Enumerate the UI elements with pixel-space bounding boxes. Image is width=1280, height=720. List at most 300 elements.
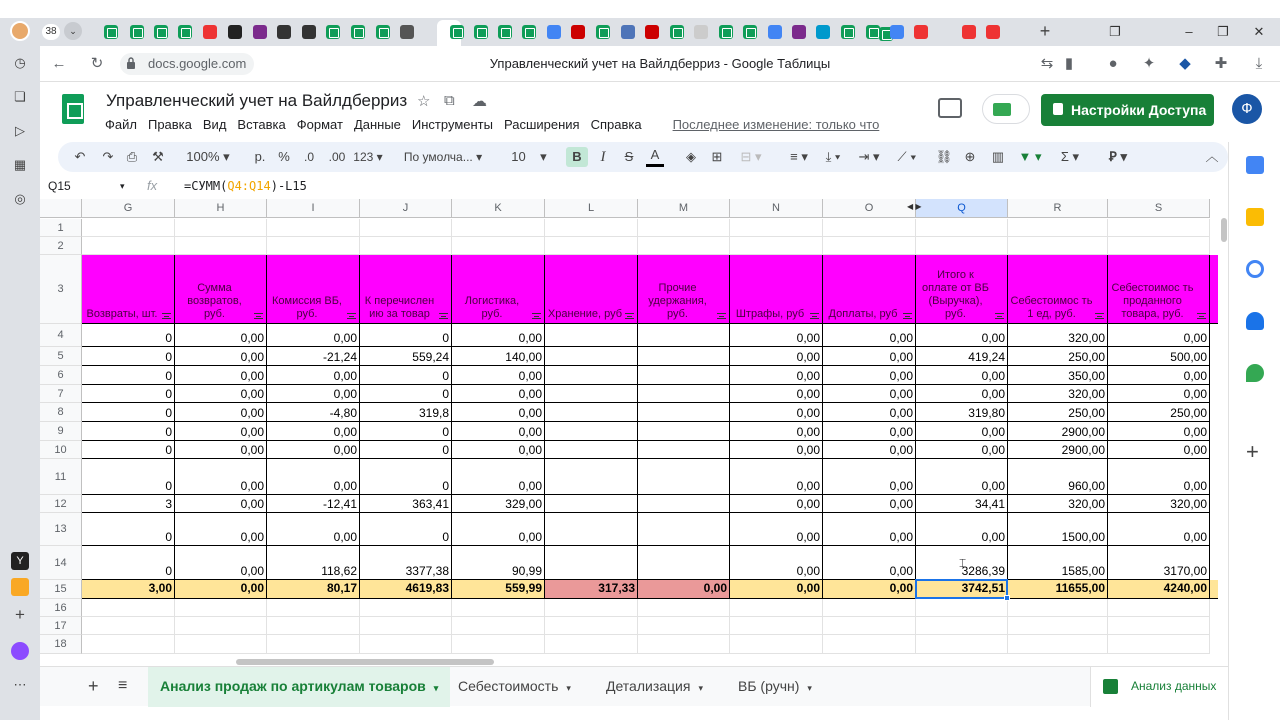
table-cell[interactable]: 0,00	[916, 513, 1008, 546]
table-cell[interactable]: 0,00	[175, 546, 267, 580]
menu-item[interactable]: Инструменты	[411, 117, 493, 132]
sheet-tab[interactable]	[446, 667, 583, 707]
table-cell[interactable]: 0,00	[823, 385, 916, 403]
table-cell[interactable]: 0,00	[916, 422, 1008, 441]
tab-favicon-icon[interactable]	[351, 25, 365, 39]
tab-favicon-icon[interactable]	[522, 25, 536, 39]
total-cell[interactable]: 4619,83	[360, 580, 452, 599]
column-header[interactable]: S	[1108, 199, 1210, 218]
menu-item[interactable]: Формат	[296, 117, 343, 132]
table-cell[interactable]: 419,24	[916, 347, 1008, 366]
row-header[interactable]: 2	[40, 237, 82, 255]
table-cell[interactable]: 0,00	[730, 324, 823, 347]
total-cell[interactable]: 0,00	[730, 580, 823, 599]
tab-favicon-icon[interactable]	[400, 25, 414, 39]
row-header[interactable]: 8	[40, 403, 82, 422]
table-cell[interactable]: 320,00	[1108, 495, 1210, 513]
star-icon[interactable]: ☆	[417, 93, 431, 110]
table-cell[interactable]: 0,00	[267, 422, 360, 441]
table-cell[interactable]: 0,00	[175, 385, 267, 403]
table-cell[interactable]	[638, 422, 730, 441]
grid-cell[interactable]	[638, 635, 730, 654]
restore-icon[interactable]: ❐	[1217, 24, 1229, 39]
table-cell[interactable]: 3	[82, 495, 175, 513]
column-title-cell[interactable]	[82, 255, 175, 324]
table-cell[interactable]: 363,41	[360, 495, 452, 513]
share-button[interactable]	[1041, 94, 1214, 126]
table-cell[interactable]: 0,00	[823, 422, 916, 441]
fill-handle[interactable]	[1004, 595, 1010, 601]
table-cell[interactable]: 0,00	[267, 324, 360, 347]
tab-favicon-icon[interactable]	[450, 25, 464, 39]
table-cell[interactable]: 559,24	[360, 347, 452, 366]
table-cell[interactable]: 960,00	[1008, 459, 1108, 495]
table-cell[interactable]	[638, 366, 730, 385]
menu-item[interactable]: Расширения	[503, 117, 580, 132]
filter-icon[interactable]	[439, 313, 448, 319]
download-icon[interactable]: ⤓	[1255, 55, 1263, 72]
grid-cell[interactable]	[823, 599, 916, 617]
grid-cell[interactable]	[267, 635, 360, 654]
extension-avatar-icon[interactable]: ●	[1108, 55, 1118, 72]
font-select[interactable]: По умолча... ▾	[403, 150, 483, 164]
grid-cell[interactable]	[1108, 237, 1210, 255]
table-cell[interactable]: 0	[82, 403, 175, 422]
grid-cell[interactable]	[545, 237, 638, 255]
profile-avatar[interactable]	[10, 21, 30, 41]
total-cell[interactable]: 3,00	[82, 580, 175, 599]
vertical-scrollbar[interactable]	[1221, 218, 1227, 242]
grid-cell[interactable]	[730, 617, 823, 635]
grid-cell[interactable]	[452, 237, 545, 255]
filter-icon[interactable]	[1197, 313, 1206, 319]
table-cell[interactable]: 0,00	[175, 403, 267, 422]
column-header[interactable]: L	[545, 199, 638, 218]
table-cell[interactable]	[638, 324, 730, 347]
grid-cell[interactable]	[916, 599, 1008, 617]
table-cell[interactable]: 0	[360, 385, 452, 403]
grid-cell[interactable]	[545, 635, 638, 654]
currency-button[interactable]: р.	[254, 149, 266, 164]
filter-icon[interactable]: ▼ ▾	[1018, 149, 1042, 164]
table-cell[interactable]: 0	[360, 422, 452, 441]
grid-cell[interactable]	[1008, 599, 1108, 617]
table-cell[interactable]: 0,00	[1108, 422, 1210, 441]
total-cell[interactable]: 0,00	[638, 580, 730, 599]
play-icon[interactable]: ▷	[15, 123, 25, 138]
account-avatar[interactable]: Ф	[1232, 94, 1262, 124]
table-cell[interactable]	[545, 441, 638, 459]
table-cell[interactable]: 250,00	[1008, 403, 1108, 422]
tab-favicon-icon[interactable]	[547, 25, 561, 39]
table-cell[interactable]: 0	[82, 546, 175, 580]
row-header[interactable]: 11	[40, 459, 82, 495]
tab-favicon-icon[interactable]	[694, 25, 708, 39]
paint-format-icon[interactable]: ⚒	[152, 149, 164, 164]
percent-button[interactable]: %	[278, 149, 290, 164]
column-title-cell[interactable]	[823, 255, 916, 324]
hidden-column-arrows-icon[interactable]: ◀ ▶	[907, 202, 922, 211]
sheet-tab[interactable]	[594, 667, 715, 707]
last-edit-link[interactable]: Последнее изменение: только что	[672, 117, 880, 132]
grid-cell[interactable]	[545, 599, 638, 617]
grid-cell[interactable]	[360, 599, 452, 617]
total-cell[interactable]: 0,00	[175, 580, 267, 599]
column-title-cell[interactable]	[1008, 255, 1108, 324]
column-title-cell[interactable]	[267, 255, 360, 324]
table-cell[interactable]: 0,00	[452, 441, 545, 459]
tab-favicon-icon[interactable]	[986, 25, 1000, 39]
calendar-app-icon[interactable]	[1246, 156, 1264, 174]
row-header[interactable]: 4	[40, 324, 82, 347]
row-header[interactable]: 13	[40, 513, 82, 546]
font-size-select[interactable]: 10 ▾	[511, 149, 547, 164]
total-cell[interactable]: 4240,00	[1108, 580, 1210, 599]
close-window-icon[interactable]: ✕	[1253, 24, 1265, 39]
grid-cell[interactable]	[452, 617, 545, 635]
sheet-tab-menu-icon[interactable]: ▾	[807, 683, 812, 693]
total-cell[interactable]: 80,17	[267, 580, 360, 599]
text-color-button[interactable]: A	[646, 147, 664, 167]
text-rotation-icon[interactable]: ⟋ ▾	[897, 149, 917, 164]
formula-input[interactable]	[184, 176, 307, 196]
sheet-tab-menu-icon[interactable]: ▾	[698, 683, 703, 693]
tab-favicon-icon[interactable]	[841, 25, 855, 39]
minimize-icon[interactable]: –	[1185, 24, 1193, 39]
print-icon[interactable]: ⎙	[126, 149, 138, 164]
grid-cell[interactable]	[360, 219, 452, 237]
table-cell[interactable]: 0	[82, 366, 175, 385]
total-cell[interactable]: 0,00	[823, 580, 916, 599]
menu-item[interactable]: Справка	[590, 117, 642, 132]
total-cell[interactable]: 559,99	[452, 580, 545, 599]
table-cell[interactable]: 0,00	[823, 495, 916, 513]
yandex-icon[interactable]: Y	[11, 552, 29, 570]
row-header[interactable]: 3	[40, 255, 82, 324]
table-cell[interactable]: 0,00	[175, 366, 267, 385]
new-tab-button[interactable]: +	[1039, 21, 1051, 41]
table-cell[interactable]: 0,00	[823, 347, 916, 366]
column-title-cell[interactable]	[452, 255, 545, 324]
grid-cell[interactable]	[1008, 617, 1108, 635]
bookmark-icon[interactable]: ▮	[1064, 55, 1074, 72]
filter-icon[interactable]	[903, 313, 912, 319]
table-cell[interactable]: 0,00	[730, 459, 823, 495]
table-cell[interactable]: 350,00	[1008, 366, 1108, 385]
table-cell[interactable]: 0,00	[175, 324, 267, 347]
row-header[interactable]: 7	[40, 385, 82, 403]
column-title-cell[interactable]	[1210, 255, 1218, 324]
meet-button[interactable]	[982, 94, 1030, 124]
grid-cell[interactable]	[267, 617, 360, 635]
grid-cell[interactable]	[730, 635, 823, 654]
table-cell[interactable]	[545, 324, 638, 347]
table-cell[interactable]: 0	[360, 324, 452, 347]
total-cell[interactable]: 317,33	[545, 580, 638, 599]
decrease-decimal-button[interactable]: .0	[303, 150, 314, 164]
menu-item[interactable]: Данные	[353, 117, 401, 132]
add-sheet-button[interactable]: +	[88, 676, 99, 696]
table-cell[interactable]: 0,00	[823, 546, 916, 580]
column-header[interactable]: G	[82, 199, 175, 218]
grid-cell[interactable]	[638, 219, 730, 237]
tab-favicon-icon[interactable]	[130, 25, 144, 39]
functions-icon[interactable]: Σ ▾	[1060, 149, 1080, 164]
column-title-cell[interactable]	[360, 255, 452, 324]
table-cell[interactable]: 0	[360, 366, 452, 385]
grid-cell[interactable]	[823, 635, 916, 654]
table-cell[interactable]: 320,00	[1008, 324, 1108, 347]
grid-cell[interactable]	[452, 219, 545, 237]
input-tools-icon[interactable]: Ꝑ ▾	[1109, 149, 1127, 164]
increase-decimal-button[interactable]: .00	[328, 150, 346, 164]
tab-favicon-icon[interactable]	[890, 25, 904, 39]
table-cell[interactable]: 250,00	[1108, 403, 1210, 422]
table-cell[interactable]: 34,41	[916, 495, 1008, 513]
table-cell[interactable]: 319,8	[360, 403, 452, 422]
row-header[interactable]: 6	[40, 366, 82, 385]
table-cell[interactable]: 0	[82, 459, 175, 495]
explore-button[interactable]	[1090, 667, 1228, 707]
table-cell[interactable]: 0,00	[452, 459, 545, 495]
table-cell[interactable]: 0,00	[916, 366, 1008, 385]
grid-cell[interactable]	[1108, 599, 1210, 617]
table-cell[interactable]: 0,00	[175, 459, 267, 495]
table-cell[interactable]	[545, 459, 638, 495]
grid-cell[interactable]	[175, 617, 267, 635]
table-cell[interactable]: 0,00	[452, 422, 545, 441]
extension-icon[interactable]: ✦	[1142, 55, 1156, 72]
table-cell[interactable]: 320,00	[1008, 495, 1108, 513]
table-cell[interactable]: 118,62	[267, 546, 360, 580]
table-cell[interactable]: 0,00	[823, 403, 916, 422]
table-cell[interactable]: 0,00	[730, 385, 823, 403]
extensions-icon[interactable]: ✚	[1214, 55, 1228, 72]
row-header[interactable]: 5	[40, 347, 82, 366]
all-sheets-icon[interactable]: ≡	[118, 677, 128, 694]
table-cell[interactable]	[638, 459, 730, 495]
tab-favicon-icon[interactable]	[326, 25, 340, 39]
tab-favicon-icon[interactable]	[203, 25, 217, 39]
row-header[interactable]: 1	[40, 219, 82, 237]
table-cell[interactable]: 0,00	[823, 513, 916, 546]
table-cell[interactable]: 0,00	[175, 441, 267, 459]
row-header[interactable]: 18	[40, 635, 82, 654]
grid-cell[interactable]	[638, 599, 730, 617]
filter-icon[interactable]	[717, 313, 726, 319]
table-cell[interactable]: 0,00	[823, 366, 916, 385]
grid-cell[interactable]	[82, 599, 175, 617]
table-cell[interactable]: 0	[82, 422, 175, 441]
table-cell[interactable]: 0,00	[267, 459, 360, 495]
table-cell[interactable]: 0,00	[730, 422, 823, 441]
table-cell[interactable]: -21,24	[267, 347, 360, 366]
select-all-corner[interactable]	[40, 199, 82, 218]
tab-favicon-icon[interactable]	[645, 25, 659, 39]
table-cell[interactable]: 0,00	[175, 513, 267, 546]
grid-cell[interactable]	[823, 617, 916, 635]
row-header[interactable]: 10	[40, 441, 82, 459]
table-cell[interactable]: 1500,00	[1008, 513, 1108, 546]
grid-cell[interactable]	[267, 219, 360, 237]
name-box[interactable]	[40, 176, 132, 196]
filter-icon[interactable]	[254, 313, 263, 319]
tab-favicon-icon[interactable]	[768, 25, 782, 39]
row-header[interactable]: 16	[40, 599, 82, 617]
tab-favicon-icon[interactable]	[253, 25, 267, 39]
table-cell[interactable]: 0,00	[730, 513, 823, 546]
zoom-select[interactable]: 100% ▾	[186, 149, 230, 164]
table-cell[interactable]: 0,00	[730, 366, 823, 385]
grid-cell[interactable]	[360, 617, 452, 635]
grid-cell[interactable]	[452, 635, 545, 654]
tab-favicon-icon[interactable]	[743, 25, 757, 39]
table-cell[interactable]: 1585,00	[1008, 546, 1108, 580]
fill-color-icon[interactable]: ◈	[686, 149, 696, 164]
column-title-cell[interactable]	[730, 255, 823, 324]
merge-cells-icon[interactable]: ⊟ ▾	[740, 149, 762, 164]
table-cell[interactable]: 0,00	[823, 324, 916, 347]
column-header[interactable]: K	[452, 199, 545, 218]
filter-icon[interactable]	[625, 313, 634, 319]
grid-cell[interactable]	[267, 599, 360, 617]
table-cell[interactable]	[545, 546, 638, 580]
table-cell[interactable]: 0,00	[175, 347, 267, 366]
table-cell[interactable]: 2900,00	[1008, 441, 1108, 459]
column-header[interactable]: R	[1008, 199, 1108, 218]
notes-app-icon[interactable]	[11, 578, 29, 596]
grid-cell[interactable]	[638, 237, 730, 255]
grid-cell[interactable]	[82, 617, 175, 635]
table-cell[interactable]: 0,00	[1108, 459, 1210, 495]
number-format-select[interactable]: 123 ▾	[353, 150, 383, 164]
tab-favicon-icon[interactable]	[792, 25, 806, 39]
table-cell[interactable]: 0	[82, 347, 175, 366]
tab-favicon-icon[interactable]	[498, 25, 512, 39]
filter-icon[interactable]	[810, 313, 819, 319]
tab-favicon-icon[interactable]	[178, 25, 192, 39]
grid-cell[interactable]	[545, 617, 638, 635]
table-cell[interactable]: 329,00	[452, 495, 545, 513]
column-header[interactable]: J	[360, 199, 452, 218]
sheet-tab[interactable]	[148, 667, 450, 707]
table-cell[interactable]: 90,99	[452, 546, 545, 580]
grid-cell[interactable]	[82, 219, 175, 237]
url-text[interactable]: docs.google.com	[148, 56, 247, 71]
more-icon[interactable]: ⋯	[13, 677, 27, 692]
row-header[interactable]: 12	[40, 495, 82, 513]
table-cell[interactable]: 0,00	[730, 546, 823, 580]
grid-cell[interactable]	[82, 635, 175, 654]
grid-cell[interactable]	[360, 237, 452, 255]
tab-favicon-icon[interactable]	[670, 25, 684, 39]
table-cell[interactable]	[638, 546, 730, 580]
grid-cell[interactable]	[545, 219, 638, 237]
table-cell[interactable]: 0,00	[730, 441, 823, 459]
reading-list-icon[interactable]: ❐	[1109, 24, 1121, 39]
back-icon[interactable]: ←	[51, 55, 67, 72]
tab-favicon-icon[interactable]	[719, 25, 733, 39]
table-cell[interactable]: 2900,00	[1008, 422, 1108, 441]
tab-favicon-icon[interactable]	[154, 25, 168, 39]
horizontal-scrollbar[interactable]	[236, 659, 494, 665]
keep-app-icon[interactable]	[1246, 208, 1264, 226]
table-cell[interactable]: 320,00	[1008, 385, 1108, 403]
tab-favicon-icon[interactable]	[104, 25, 118, 39]
total-cell[interactable]: 11655,00	[1008, 580, 1108, 599]
reload-icon[interactable]: ↻	[90, 55, 104, 72]
text-wrap-icon[interactable]: ⇥ ▾	[858, 149, 880, 164]
grid-cell[interactable]	[175, 237, 267, 255]
table-cell[interactable]: 0,00	[452, 385, 545, 403]
column-header[interactable]: Q	[916, 199, 1008, 218]
table-cell[interactable]: 0,00	[452, 403, 545, 422]
insert-chart-icon[interactable]: ▥	[991, 149, 1005, 164]
row-header[interactable]: 9	[40, 422, 82, 441]
tab-favicon-icon[interactable]	[571, 25, 585, 39]
sheet-tab-menu-icon[interactable]: ▾	[433, 683, 439, 693]
collapse-menu-chevron-icon[interactable]: ︿	[1205, 149, 1219, 164]
borders-icon[interactable]: ⊞	[711, 149, 723, 164]
grid-cell[interactable]	[638, 617, 730, 635]
grid-cell[interactable]	[823, 219, 916, 237]
row-header[interactable]: 17	[40, 617, 82, 635]
tab-favicon-icon[interactable]	[277, 25, 291, 39]
grid-cell[interactable]	[1008, 635, 1108, 654]
calendar-icon[interactable]: ▦	[13, 157, 27, 172]
grid-cell[interactable]	[916, 237, 1008, 255]
row-header[interactable]: 15	[40, 580, 82, 599]
grid-cell[interactable]	[916, 219, 1008, 237]
table-cell[interactable]: 0	[360, 513, 452, 546]
grid-cell[interactable]	[1008, 237, 1108, 255]
grid-cell[interactable]	[1108, 635, 1210, 654]
sheets-logo[interactable]	[62, 94, 84, 124]
italic-button[interactable]: I	[600, 149, 606, 165]
table-cell[interactable]: 0,00	[267, 385, 360, 403]
table-cell[interactable]: 0,00	[452, 324, 545, 347]
table-cell[interactable]: 0,00	[267, 441, 360, 459]
tab-search-chevron-icon[interactable]: ⌄	[64, 22, 82, 40]
table-cell[interactable]: 0,00	[175, 422, 267, 441]
history-icon[interactable]: ◷	[14, 55, 26, 70]
table-cell[interactable]	[545, 366, 638, 385]
filter-icon[interactable]	[1095, 313, 1104, 319]
filter-icon[interactable]	[162, 313, 171, 319]
table-cell[interactable]: 0,00	[823, 459, 916, 495]
table-cell[interactable]: 0	[82, 324, 175, 347]
redo-icon[interactable]: ↷	[102, 149, 114, 164]
table-cell[interactable]: 0,00	[452, 513, 545, 546]
menu-item[interactable]: Правка	[147, 117, 192, 132]
grid-cell[interactable]	[1108, 219, 1210, 237]
filter-icon[interactable]	[347, 313, 356, 319]
tab-favicon-icon[interactable]	[302, 25, 316, 39]
table-cell[interactable]: 0	[360, 441, 452, 459]
screenshot-icon[interactable]: ◎	[14, 191, 26, 206]
translate-extension-icon[interactable]: ◆	[1179, 55, 1191, 72]
grid-cell[interactable]	[360, 635, 452, 654]
total-cell[interactable]	[1210, 580, 1218, 599]
undo-icon[interactable]: ↶	[74, 149, 86, 164]
table-cell[interactable]	[545, 385, 638, 403]
bold-button[interactable]: B	[566, 147, 588, 167]
table-cell[interactable]	[638, 385, 730, 403]
table-cell[interactable]	[545, 513, 638, 546]
column-title-cell[interactable]	[638, 255, 730, 324]
table-cell[interactable]: 0,00	[175, 495, 267, 513]
menu-item[interactable]: Файл	[105, 117, 137, 132]
